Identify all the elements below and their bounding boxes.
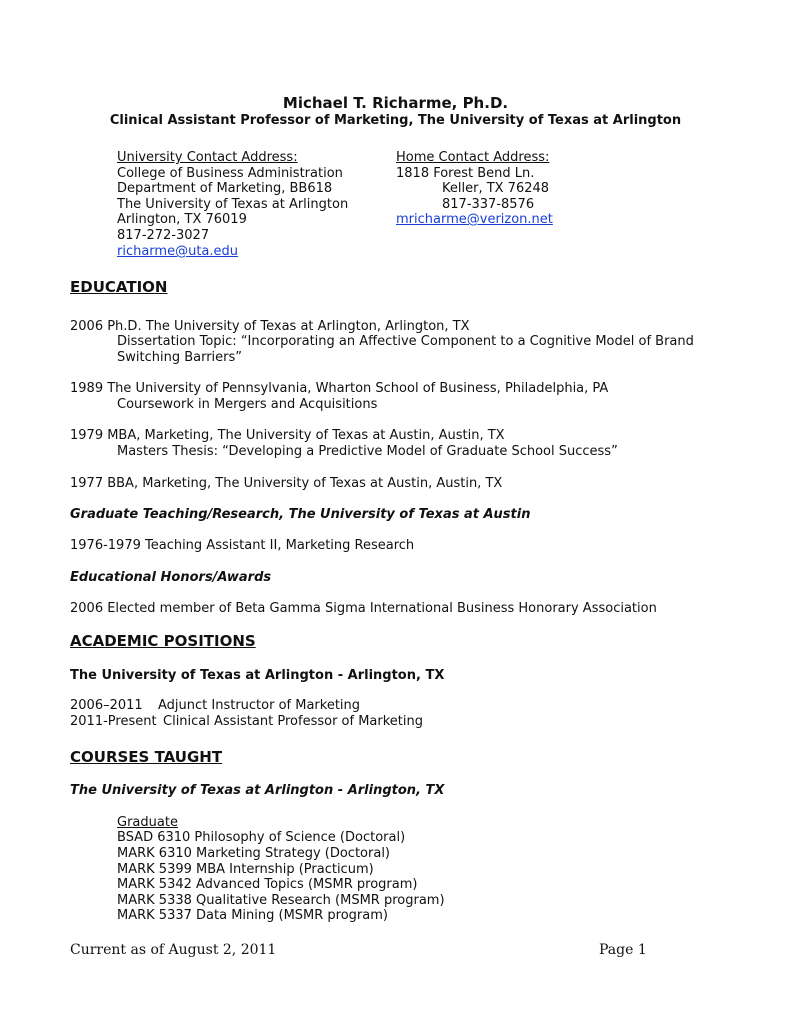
position-years: 2011-Present bbox=[70, 714, 157, 729]
education-entry: 1989 The University of Pennsylvania, Wharton School of Business, Philadelphia, PA bbox=[70, 381, 609, 396]
home-email-link[interactable]: mricharme@verizon.net bbox=[396, 212, 553, 227]
position-title: Clinical Assistant Professor of Marketing bbox=[163, 714, 423, 729]
education-entry: 2006 Ph.D. The University of Texas at Arlington, Arlington, TX bbox=[70, 319, 470, 334]
course-item: MARK 5342 Advanced Topics (MSMR program) bbox=[117, 877, 418, 892]
education-entry: 1979 MBA, Marketing, The University of Texas at Austin, Austin, TX bbox=[70, 428, 505, 443]
course-item: MARK 5399 MBA Internship (Practicum) bbox=[117, 862, 374, 877]
graduate-teaching-heading: Graduate Teaching/Research, The University of Texas at Austin bbox=[70, 507, 531, 522]
university-address-line: The University of Texas at Arlington bbox=[117, 197, 349, 212]
education-detail: Masters Thesis: “Developing a Predictive Model of Graduate School Success” bbox=[117, 444, 618, 459]
course-item: BSAD 6310 Philosophy of Science (Doctoral) bbox=[117, 830, 406, 845]
academic-positions-heading: ACADEMIC POSITIONS bbox=[70, 632, 256, 650]
honors-heading: Educational Honors/Awards bbox=[70, 570, 272, 585]
page-number: Page 1 bbox=[599, 942, 647, 958]
home-address-line: Keller, TX 76248 bbox=[442, 181, 550, 196]
honors-entry: 2006 Elected member of Beta Gamma Sigma International Business Honorary Association bbox=[70, 601, 657, 616]
university-address-line: Arlington, TX 76019 bbox=[117, 212, 247, 227]
university-address-line: Department of Marketing, BB618 bbox=[117, 181, 333, 196]
education-entry: 1977 BBA, Marketing, The University of Texas at Austin, Austin, TX bbox=[70, 476, 503, 491]
teaching-entry: 1976-1979 Teaching Assistant II, Marketing Research bbox=[70, 538, 415, 553]
course-item: MARK 5337 Data Mining (MSMR program) bbox=[117, 908, 388, 923]
courses-institution: The University of Texas at Arlington - Arlington, TX bbox=[70, 783, 445, 798]
footer-date: Current as of August 2, 2011 bbox=[70, 942, 277, 958]
courses-taught-heading: COURSES TAUGHT bbox=[70, 748, 223, 766]
university-address-line: College of Business Administration bbox=[117, 166, 343, 181]
position-title: Adjunct Instructor of Marketing bbox=[158, 698, 361, 713]
academic-institution: The University of Texas at Arlington - Arlington, TX bbox=[70, 668, 445, 683]
education-detail: Dissertation Topic: “Incorporating an Affective Component to a Cognitive Model of Brand bbox=[117, 334, 694, 349]
home-address-line: 1818 Forest Bend Ln. bbox=[396, 166, 535, 181]
course-item: MARK 6310 Marketing Strategy (Doctoral) bbox=[117, 846, 390, 861]
education-heading: EDUCATION bbox=[70, 278, 168, 296]
course-item: MARK 5338 Qualitative Research (MSMR program) bbox=[117, 893, 445, 908]
position-years: 2006–2011 bbox=[70, 698, 143, 713]
resume-subtitle: Clinical Assistant Professor of Marketing, The University of Texas at Arlington bbox=[109, 113, 682, 128]
university-contact-heading: University Contact Address: bbox=[117, 150, 298, 165]
university-phone: 817-272-3027 bbox=[117, 228, 210, 243]
home-phone: 817-337-8576 bbox=[442, 197, 535, 212]
course-level-label: Graduate bbox=[117, 815, 178, 830]
home-contact-heading: Home Contact Address: bbox=[396, 150, 550, 165]
education-detail: Switching Barriers” bbox=[117, 350, 243, 365]
university-email-link[interactable]: richarme@uta.edu bbox=[117, 244, 239, 259]
resume-name: Michael T. Richarme, Ph.D. bbox=[282, 94, 509, 112]
education-detail: Coursework in Mergers and Acquisitions bbox=[117, 397, 378, 412]
